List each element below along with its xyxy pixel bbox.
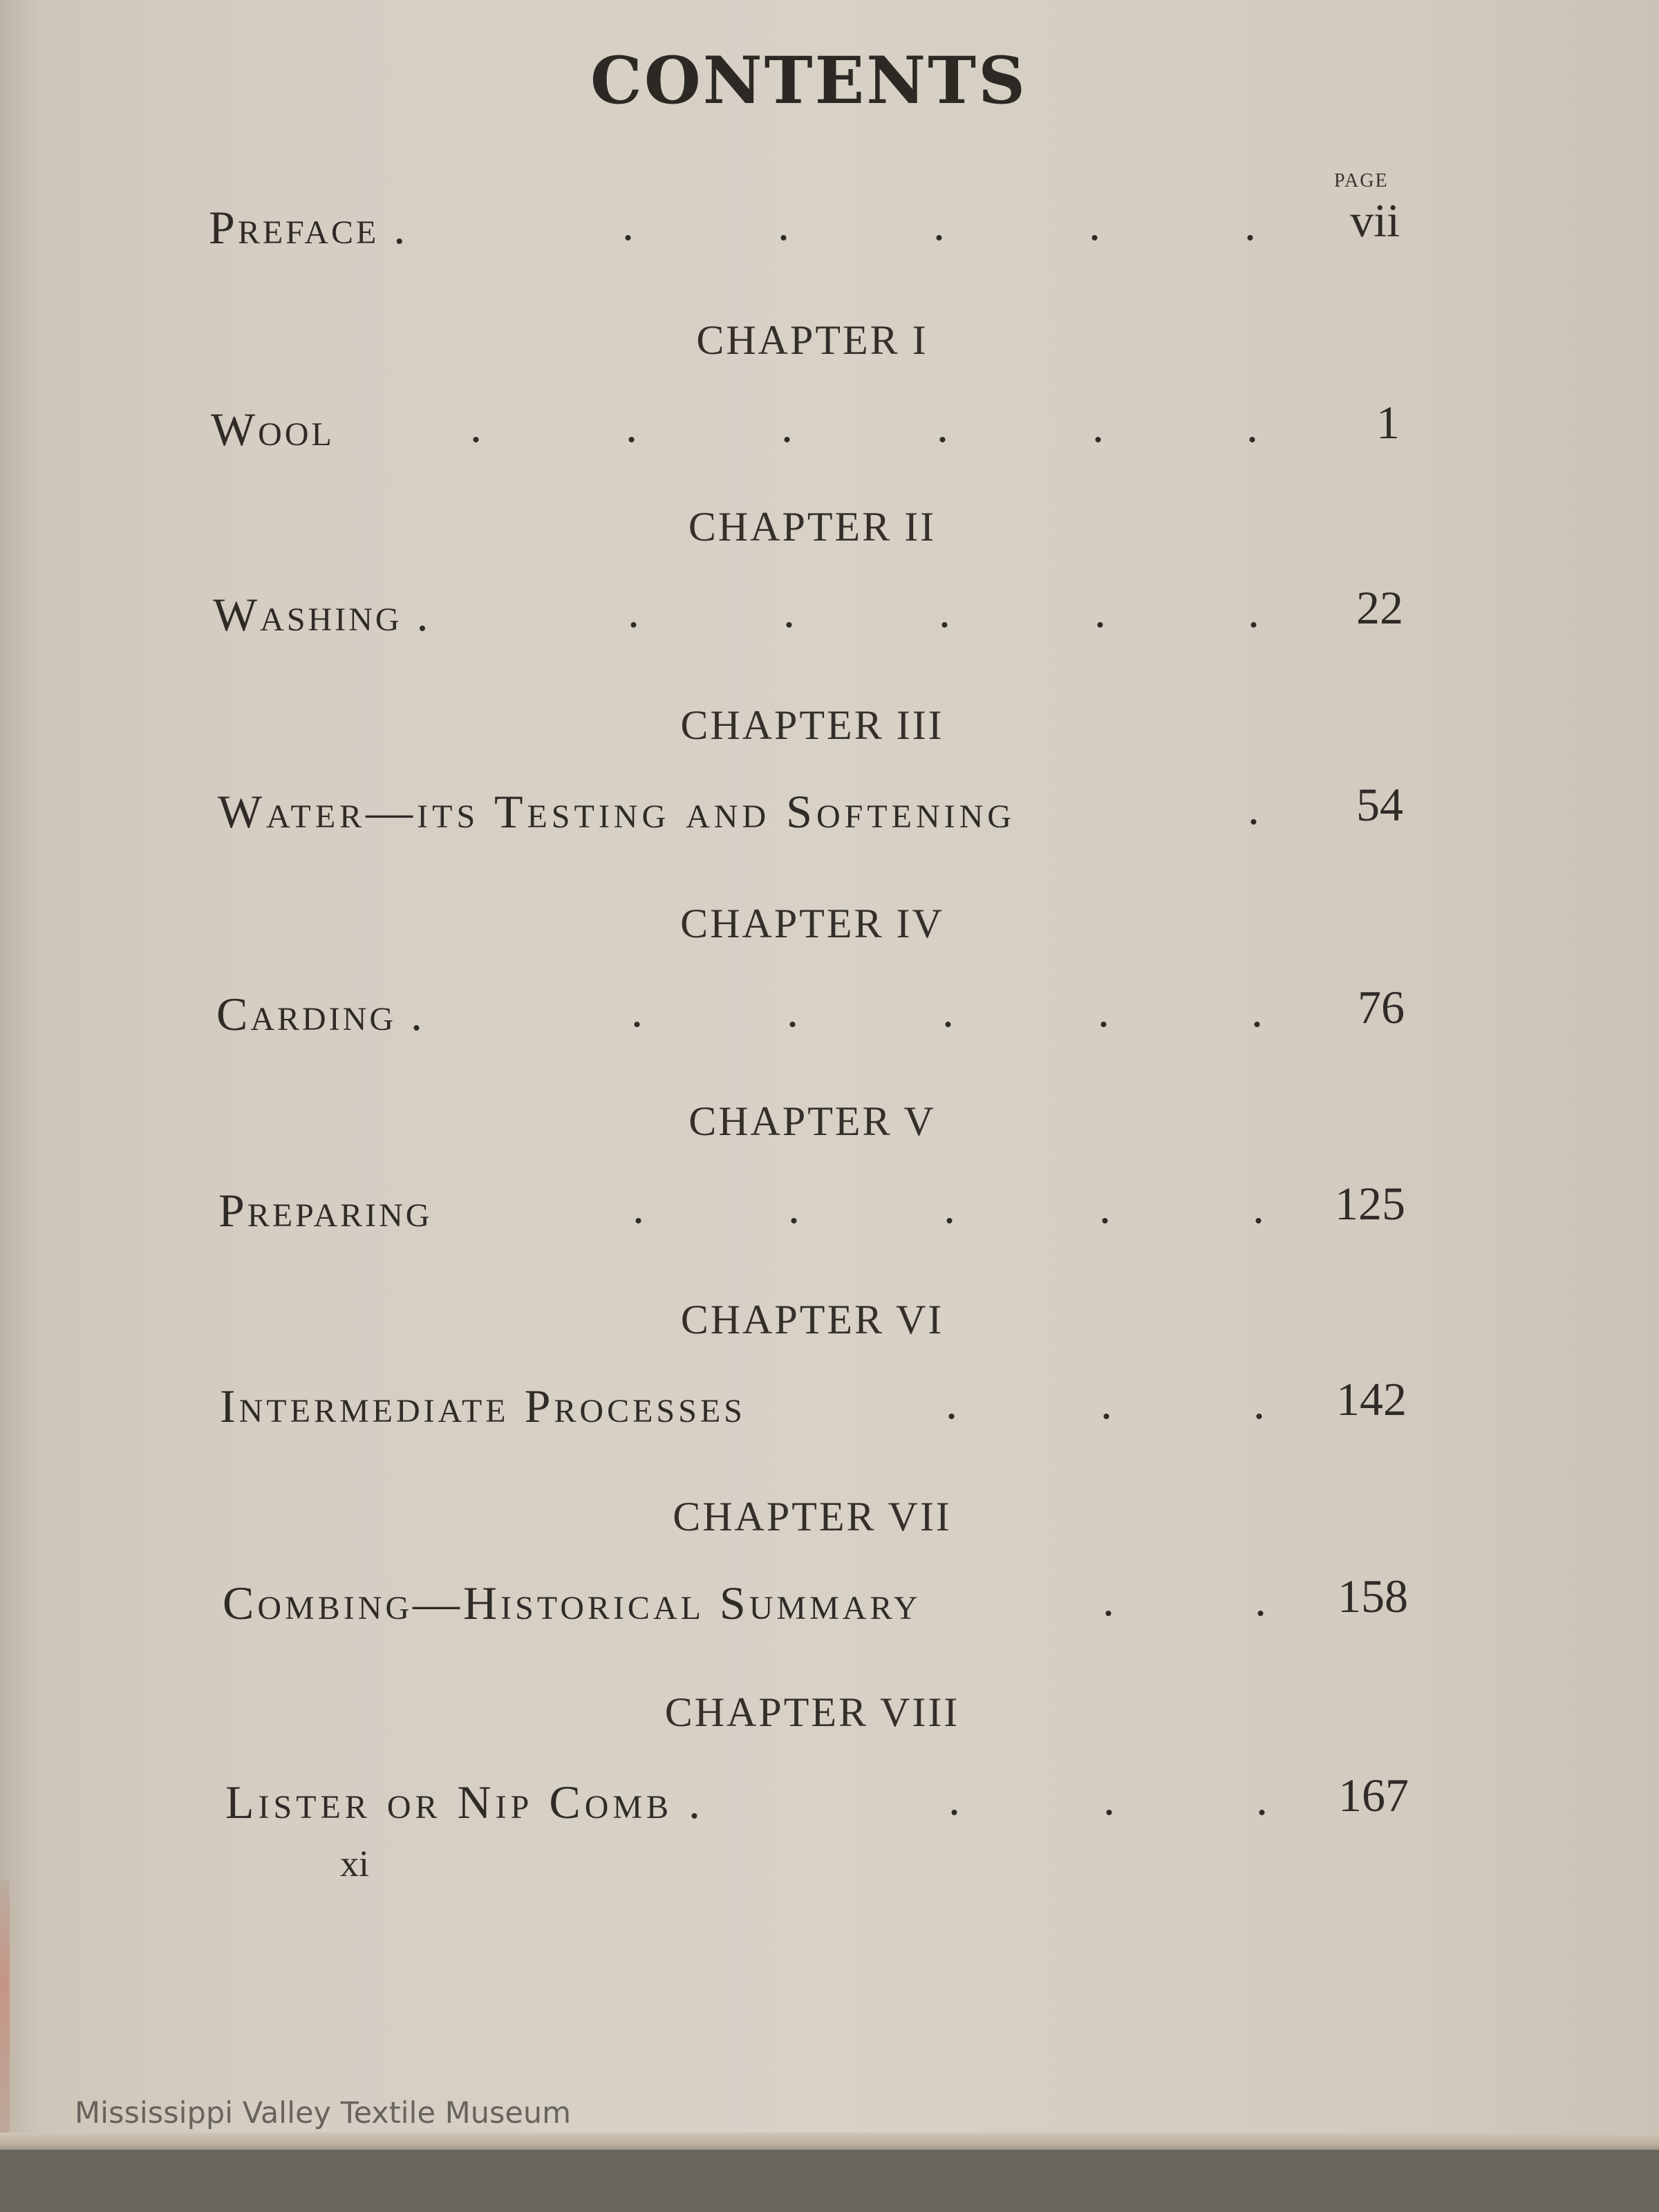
chapter-heading: CHAPTER VI xyxy=(680,1297,944,1342)
chapter-heading: CHAPTER VIII xyxy=(664,1689,960,1735)
leader-dot: . xyxy=(778,198,789,250)
toc-entry xyxy=(0,396,1659,465)
page-title: CONTENTS xyxy=(590,43,1027,119)
leader-dot: . xyxy=(1248,585,1259,637)
toc-entry-title: Preface . xyxy=(209,201,409,254)
chapter-heading: CHAPTER III xyxy=(680,702,944,748)
leader-dot: . xyxy=(632,1181,644,1233)
leader-dot: . xyxy=(944,1181,955,1233)
toc-entry-page: 142 xyxy=(1336,1373,1407,1425)
leader-dot: . xyxy=(622,198,634,250)
table-surface xyxy=(0,2150,1659,2212)
page-column-label: PAGE xyxy=(1334,170,1389,191)
leader-dot: . xyxy=(1100,1376,1112,1429)
page-left-edge xyxy=(0,1880,10,2143)
chapter-heading: CHAPTER I xyxy=(696,317,928,363)
chapter-heading: CHAPTER II xyxy=(688,504,937,550)
leader-dot: . xyxy=(626,400,637,452)
leader-dot: . xyxy=(1251,984,1263,1037)
leader-dot: . xyxy=(1256,1772,1268,1825)
toc-entry-page: 1 xyxy=(1376,396,1400,449)
toc-entry xyxy=(0,778,1659,847)
leader-dot: . xyxy=(470,400,482,452)
chapter-heading: CHAPTER VII xyxy=(673,1494,952,1539)
leader-dot: . xyxy=(1103,1573,1114,1626)
leader-dot: . xyxy=(781,400,793,452)
leader-dot: . xyxy=(939,585,950,637)
toc-entry-page: 167 xyxy=(1338,1769,1409,1821)
toc-entry-title: Water—its Testing and Softening xyxy=(218,785,1015,838)
toc-entry-title: Preparing xyxy=(218,1184,433,1237)
leader-dot: . xyxy=(1253,1181,1264,1233)
toc-entry-page: 76 xyxy=(1358,981,1405,1033)
toc-entry-title: Washing . xyxy=(213,588,431,641)
leader-dot: . xyxy=(1094,585,1106,637)
toc-entry-page: 54 xyxy=(1356,778,1403,831)
leader-dot: . xyxy=(788,1181,800,1233)
leader-dot: . xyxy=(1092,400,1104,452)
toc-entry xyxy=(0,581,1659,650)
leader-dot: . xyxy=(946,1376,957,1429)
chapter-heading: CHAPTER IV xyxy=(680,901,944,946)
leader-dot: . xyxy=(933,198,945,250)
leader-dot: . xyxy=(942,984,954,1037)
toc-entry-title: Wool xyxy=(211,403,335,456)
toc-entry xyxy=(0,1570,1659,1638)
toc-entry-page: 125 xyxy=(1335,1177,1405,1230)
toc-entry-title: Lister or Nip Comb . xyxy=(225,1776,705,1828)
leader-dot: . xyxy=(787,984,798,1037)
toc-entry-title: Carding . xyxy=(216,988,426,1040)
toc-entry-page: 22 xyxy=(1356,581,1403,634)
leader-dot: . xyxy=(631,984,643,1037)
chapter-heading: CHAPTER V xyxy=(688,1098,936,1144)
toc-entry-preface xyxy=(0,194,1659,263)
toc-entry xyxy=(0,1373,1659,1441)
toc-entry xyxy=(0,981,1659,1049)
leader-dot: . xyxy=(1246,400,1258,452)
leader-dot: . xyxy=(1244,198,1256,250)
toc-entry xyxy=(0,1177,1659,1246)
leader-dot: . xyxy=(937,400,948,452)
toc-entry-title: Intermediate Processes xyxy=(220,1380,746,1432)
leader-dot: . xyxy=(783,585,795,637)
page-number-folio: xi xyxy=(340,1843,370,1884)
leader-dot: . xyxy=(628,585,639,637)
toc-entry-page: vii xyxy=(1350,194,1400,247)
leader-dot: . xyxy=(1098,984,1109,1037)
leader-dot: . xyxy=(1099,1181,1111,1233)
toc-entry-page: 158 xyxy=(1338,1570,1408,1622)
watermark-text: Mississippi Valley Textile Museum xyxy=(75,2096,571,2130)
leader-dot: . xyxy=(948,1772,960,1825)
leader-dot: . xyxy=(1089,198,1100,250)
leader-dot: . xyxy=(1255,1573,1266,1626)
toc-entry-title: Combing—Historical Summary xyxy=(223,1577,921,1629)
leader-dot: . xyxy=(1248,782,1259,834)
leader-dot: . xyxy=(1103,1772,1115,1825)
toc-entry xyxy=(0,1769,1659,1837)
leader-dot: . xyxy=(1253,1376,1265,1429)
